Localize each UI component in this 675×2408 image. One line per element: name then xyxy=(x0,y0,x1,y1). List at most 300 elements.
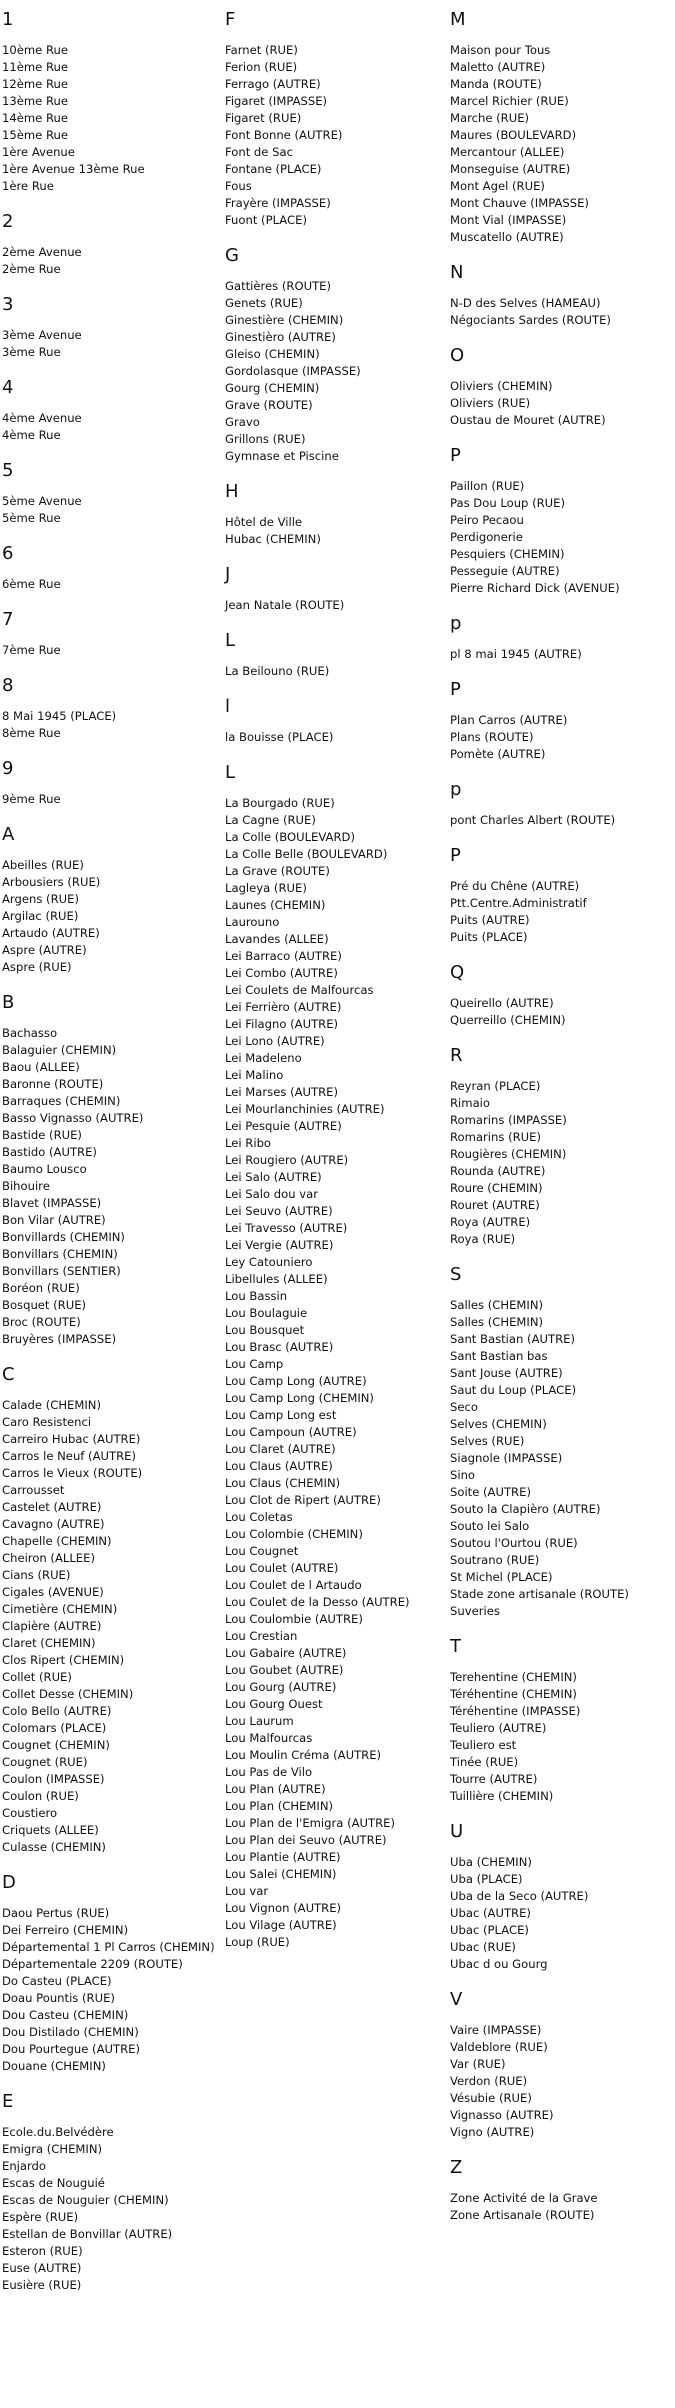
street-link[interactable]: Lou Malfourcas xyxy=(225,1731,313,1745)
street-link[interactable]: Muscatello (AUTRE) xyxy=(450,230,564,244)
street-link[interactable]: Tourre (AUTRE) xyxy=(450,1772,538,1786)
street-link[interactable]: Sino xyxy=(450,1468,476,1482)
street-link[interactable]: Ptt.Centre.Administratif xyxy=(450,896,587,910)
street-link[interactable]: Maison pour Tous xyxy=(450,43,551,57)
street-link[interactable]: Peiro Pecaou xyxy=(450,513,524,527)
street-link[interactable]: Gravo xyxy=(225,415,260,429)
street-link[interactable]: Soutou l'Ourtou (RUE) xyxy=(450,1536,578,1550)
street-link[interactable]: Lei Travesso (AUTRE) xyxy=(225,1221,348,1235)
street-link[interactable]: Maures (BOULEVARD) xyxy=(450,128,577,142)
street-link[interactable]: Carreiro Hubac (AUTRE) xyxy=(2,1432,141,1446)
section-letter-heading: U xyxy=(450,1821,464,1842)
street-link[interactable]: Boréon (RUE) xyxy=(2,1281,80,1295)
street-link[interactable]: Monseguise (AUTRE) xyxy=(450,162,571,176)
street-link[interactable]: Lei Coulets de Malfourcas xyxy=(225,983,374,997)
street-link[interactable]: Arbousiers (RUE) xyxy=(2,875,101,889)
street-link[interactable]: Vigno (AUTRE) xyxy=(450,2125,535,2139)
street-link[interactable]: Lou Crestian xyxy=(225,1629,298,1643)
street-link[interactable]: Tinée (RUE) xyxy=(450,1755,519,1769)
street-link[interactable]: Terehentine (CHEMIN) xyxy=(450,1670,577,1684)
section-letter-heading: 7 xyxy=(2,609,14,630)
street-link[interactable]: Blavet (IMPASSE) xyxy=(2,1196,102,1210)
street-link[interactable]: Lou Boulaguie xyxy=(225,1306,308,1320)
street-link[interactable]: Lou Coulombie (AUTRE) xyxy=(225,1612,363,1626)
street-link[interactable]: Cheiron (ALLEE) xyxy=(2,1551,95,1565)
street-link[interactable]: Do Casteu (PLACE) xyxy=(2,1974,112,1988)
street-link[interactable]: Lou Colombie (CHEMIN) xyxy=(225,1527,363,1541)
street-link[interactable]: Gleiso (CHEMIN) xyxy=(225,347,320,361)
street-link[interactable]: Pas Dou Loup (RUE) xyxy=(450,496,566,510)
street-link[interactable]: Siagnole (IMPASSE) xyxy=(450,1451,563,1465)
street-link[interactable]: Figaret (RUE) xyxy=(225,111,302,125)
street-link[interactable]: Bruyères (IMPASSE) xyxy=(2,1332,117,1346)
street-link[interactable]: La Colle (BOULEVARD) xyxy=(225,830,355,844)
street-link[interactable]: 10ème Rue xyxy=(2,43,69,57)
street-link[interactable]: 13ème Rue xyxy=(2,94,69,108)
street-link[interactable]: Saut du Loup (PLACE) xyxy=(450,1383,577,1397)
street-link[interactable]: Frayère (IMPASSE) xyxy=(225,196,331,210)
street-link[interactable]: Bosquet (RUE) xyxy=(2,1298,87,1312)
street-link[interactable]: 11ème Rue xyxy=(2,60,69,74)
street-link[interactable]: Ubac (RUE) xyxy=(450,1940,516,1954)
street-link[interactable]: Lei Marses (AUTRE) xyxy=(225,1085,338,1099)
section-letter-heading: M xyxy=(450,9,466,30)
street-link[interactable]: Clapière (AUTRE) xyxy=(2,1619,102,1633)
street-link[interactable]: Dou Casteu (CHEMIN) xyxy=(2,2008,129,2022)
street-link[interactable]: Uba (PLACE) xyxy=(450,1872,523,1886)
street-link[interactable]: Escas de Nouguier (CHEMIN) xyxy=(2,2193,169,2207)
street-link[interactable]: Pomète (AUTRE) xyxy=(450,747,546,761)
letter-section xyxy=(450,680,675,763)
street-link[interactable]: Coulon (IMPASSE) xyxy=(2,1772,105,1786)
street-link[interactable]: Lou var xyxy=(225,1884,269,1898)
street-link[interactable]: Lei Madeleno xyxy=(225,1051,302,1065)
street-link[interactable]: Argens (RUE) xyxy=(2,892,79,906)
section-letter-heading: S xyxy=(450,1264,462,1285)
street-link[interactable]: Téréhentine (CHEMIN) xyxy=(450,1687,577,1701)
street-link[interactable]: Culasse (CHEMIN) xyxy=(2,1840,106,1854)
street-link[interactable]: Pierre Richard Dick (AVENUE) xyxy=(450,581,620,595)
street-link[interactable]: 1ère Avenue xyxy=(2,145,75,159)
street-link[interactable]: Lou Bassin xyxy=(225,1289,288,1303)
street-link[interactable]: 7ème Rue xyxy=(2,643,61,657)
street-link[interactable]: Lou Plan de l'Emigra (AUTRE) xyxy=(225,1816,396,1830)
street-link[interactable]: Paillon (RUE) xyxy=(450,479,525,493)
street-link[interactable]: Aspre (AUTRE) xyxy=(2,943,87,957)
street-link[interactable]: Pré du Chêne (AUTRE) xyxy=(450,879,580,893)
street-link[interactable]: Lagleya (RUE) xyxy=(225,881,307,895)
street-link[interactable]: Maletto (AUTRE) xyxy=(450,60,546,74)
street-link[interactable]: Clos Ripert (CHEMIN) xyxy=(2,1653,125,1667)
street-link[interactable]: Lei Rougiero (AUTRE) xyxy=(225,1153,349,1167)
street-link[interactable]: 8ème Rue xyxy=(2,726,61,740)
letter-section xyxy=(225,10,450,229)
street-link[interactable]: Dei Ferreiro (CHEMIN) xyxy=(2,1923,129,1937)
street-link[interactable]: Lou Camp xyxy=(225,1357,284,1371)
street-link[interactable]: Abeilles (RUE) xyxy=(2,858,84,872)
street-list xyxy=(450,878,675,946)
street-link[interactable]: Perdigonerie xyxy=(450,530,523,544)
street-link[interactable]: Valdeblore (RUE) xyxy=(450,2040,548,2054)
street-link[interactable]: Vaire (IMPASSE) xyxy=(450,2023,542,2037)
street-link[interactable]: Loup (RUE) xyxy=(225,1935,290,1949)
street-list xyxy=(225,42,450,229)
street-link[interactable]: Manda (ROUTE) xyxy=(450,77,542,91)
street-link[interactable]: Sant Jouse (AUTRE) xyxy=(450,1366,563,1380)
letter-section xyxy=(2,993,225,1348)
street-link[interactable]: Argilac (RUE) xyxy=(2,909,79,923)
street-link[interactable]: Lou Coletas xyxy=(225,1510,293,1524)
street-link[interactable]: Escas de Nouguié xyxy=(2,2176,105,2190)
street-link[interactable]: Plan Carros (AUTRE) xyxy=(450,713,568,727)
street-link[interactable]: Romarins (RUE) xyxy=(450,1130,542,1144)
street-link[interactable]: 4ème Rue xyxy=(2,428,61,442)
street-link[interactable]: Lou Moulin Créma (AUTRE) xyxy=(225,1748,382,1762)
street-link[interactable]: Fous xyxy=(225,179,252,193)
street-link[interactable]: pont Charles Albert (ROUTE) xyxy=(450,813,616,827)
street-link[interactable]: La Bourgado (RUE) xyxy=(225,796,335,810)
street-link[interactable]: Vignasso (AUTRE) xyxy=(450,2108,554,2122)
street-link[interactable]: Lou Camp Long (CHEMIN) xyxy=(225,1391,374,1405)
street-link[interactable]: Lou Camp Long (AUTRE) xyxy=(225,1374,367,1388)
street-link[interactable]: Pesseguie (AUTRE) xyxy=(450,564,560,578)
street-link[interactable]: Bonvillars (CHEMIN) xyxy=(2,1247,118,1261)
street-link[interactable]: Mont Vial (IMPASSE) xyxy=(450,213,567,227)
street-link[interactable]: Ginestièro (AUTRE) xyxy=(225,330,336,344)
street-link[interactable]: Puits (PLACE) xyxy=(450,930,528,944)
street-link[interactable]: Bon Vilar (AUTRE) xyxy=(2,1213,106,1227)
street-link[interactable]: La Cagne (RUE) xyxy=(225,813,316,827)
street-link[interactable]: pl 8 mai 1945 (AUTRE) xyxy=(450,647,582,661)
street-link[interactable]: Lou Plan (CHEMIN) xyxy=(225,1799,334,1813)
street-link[interactable]: Marche (RUE) xyxy=(450,111,530,125)
street-link[interactable]: Téréhentine (IMPASSE) xyxy=(450,1704,581,1718)
street-link[interactable]: Teuliero est xyxy=(450,1738,517,1752)
street-link[interactable]: Ferion (RUE) xyxy=(225,60,298,74)
street-link[interactable]: Sant Bastian (AUTRE) xyxy=(450,1332,575,1346)
street-link[interactable]: Seco xyxy=(450,1400,478,1414)
street-link[interactable]: Enjardo xyxy=(2,2159,47,2173)
street-list xyxy=(450,1078,675,1248)
street-link[interactable]: Cavagno (AUTRE) xyxy=(2,1517,105,1531)
index-column-3 xyxy=(450,10,675,2408)
street-list xyxy=(450,812,675,829)
street-link[interactable]: Genets (RUE) xyxy=(225,296,303,310)
street-link[interactable]: Ginestière (CHEMIN) xyxy=(225,313,344,327)
street-link[interactable]: Salles (CHEMIN) xyxy=(450,1315,544,1329)
street-link[interactable]: Lou Vilage (AUTRE) xyxy=(225,1918,337,1932)
street-link[interactable]: Chapelle (CHEMIN) xyxy=(2,1534,112,1548)
street-link[interactable]: Esteron (RUE) xyxy=(2,2244,83,2258)
street-link[interactable]: 1ère Avenue 13ème Rue xyxy=(2,162,145,176)
street-link[interactable]: Soutrano (RUE) xyxy=(450,1553,540,1567)
street-link[interactable]: Bonvillars (SENTIER) xyxy=(2,1264,121,1278)
street-link[interactable]: Soite (AUTRE) xyxy=(450,1485,531,1499)
street-link[interactable]: Gattières (ROUTE) xyxy=(225,279,332,293)
street-link[interactable]: Claret (CHEMIN) xyxy=(2,1636,96,1650)
street-link[interactable]: Départemental 1 Pl Carros (CHEMIN) xyxy=(2,1940,215,1954)
street-link[interactable]: 15ème Rue xyxy=(2,128,69,142)
street-link[interactable]: 3ème Avenue xyxy=(2,328,82,342)
street-link[interactable]: Criquets (ALLEE) xyxy=(2,1823,99,1837)
street-link[interactable]: La Colle Belle (BOULEVARD) xyxy=(225,847,388,861)
street-link[interactable]: Lou Gourg (AUTRE) xyxy=(225,1680,337,1694)
street-link[interactable]: Gymnase et Piscine xyxy=(225,449,339,463)
street-link[interactable]: Lou Gabaire (AUTRE) xyxy=(225,1646,347,1660)
street-link[interactable]: Rouret (AUTRE) xyxy=(450,1198,540,1212)
letter-section xyxy=(450,963,675,1029)
street-link[interactable]: Broc (ROUTE) xyxy=(2,1315,81,1329)
street-link[interactable]: Lou Coulet de la Desso (AUTRE) xyxy=(225,1595,410,1609)
street-link[interactable]: Bastido (AUTRE) xyxy=(2,1145,97,1159)
street-link[interactable]: Bonvillards (CHEMIN) xyxy=(2,1230,125,1244)
street-link[interactable]: Lou Coulet de l Artaudo xyxy=(225,1578,362,1592)
street-link[interactable]: Colomars (PLACE) xyxy=(2,1721,107,1735)
street-link[interactable]: Baou (ALLEE) xyxy=(2,1060,80,1074)
street-link[interactable]: Figaret (IMPASSE) xyxy=(225,94,328,108)
street-link[interactable]: 1ère Rue xyxy=(2,179,54,193)
street-link[interactable]: 9ème Rue xyxy=(2,792,61,806)
street-link[interactable]: Libellules (ALLEE) xyxy=(225,1272,328,1286)
street-link[interactable]: Ecole.du.Belvédère xyxy=(2,2125,114,2139)
street-list xyxy=(2,244,225,278)
street-link[interactable]: Tuillière (CHEMIN) xyxy=(450,1789,554,1803)
street-link[interactable]: Pesquiers (CHEMIN) xyxy=(450,547,565,561)
street-link[interactable]: Basso Vignasso (AUTRE) xyxy=(2,1111,144,1125)
street-link[interactable]: Ferrago (AUTRE) xyxy=(225,77,321,91)
letter-section xyxy=(450,614,675,663)
street-link[interactable]: Collet (RUE) xyxy=(2,1670,72,1684)
street-link[interactable]: Uba de la Seco (AUTRE) xyxy=(450,1889,589,1903)
street-list xyxy=(450,995,675,1029)
street-link[interactable]: Stade zone artisanale (ROUTE) xyxy=(450,1587,629,1601)
street-link[interactable]: La Grave (ROUTE) xyxy=(225,864,330,878)
street-link[interactable]: Querreillo (CHEMIN) xyxy=(450,1013,566,1027)
street-link[interactable]: Aspre (RUE) xyxy=(2,960,72,974)
street-link[interactable]: Carros le Neuf (AUTRE) xyxy=(2,1449,136,1463)
street-link[interactable]: Cians (RUE) xyxy=(2,1568,71,1582)
street-link[interactable]: Lou Cougnet xyxy=(225,1544,299,1558)
street-link[interactable]: Castelet (AUTRE) xyxy=(2,1500,102,1514)
street-link[interactable]: Lei Combo (AUTRE) xyxy=(225,966,338,980)
street-link[interactable]: Launes (CHEMIN) xyxy=(225,898,326,912)
street-link[interactable]: Lei Lono (AUTRE) xyxy=(225,1034,325,1048)
street-link[interactable]: Verdon (RUE) xyxy=(450,2074,528,2088)
street-link[interactable]: Carros le Vieux (ROUTE) xyxy=(2,1466,143,1480)
street-link[interactable]: Lei Barraco (AUTRE) xyxy=(225,949,342,963)
section-letter-heading: Q xyxy=(450,962,465,983)
street-link[interactable]: Espère (RUE) xyxy=(2,2210,79,2224)
street-link[interactable]: Ubac d ou Gourg xyxy=(450,1957,548,1971)
street-link[interactable]: Douane (CHEMIN) xyxy=(2,2059,106,2073)
street-link[interactable]: Oustau de Mouret (AUTRE) xyxy=(450,413,606,427)
street-link[interactable]: Rounda (AUTRE) xyxy=(450,1164,546,1178)
street-link[interactable]: Dou Pourtegue (AUTRE) xyxy=(2,2042,140,2056)
street-link[interactable]: Fontane (PLACE) xyxy=(225,162,322,176)
street-link[interactable]: Balaguier (CHEMIN) xyxy=(2,1043,117,1057)
street-link[interactable]: Rougières (CHEMIN) xyxy=(450,1147,567,1161)
street-link[interactable]: Reyran (PLACE) xyxy=(450,1079,541,1093)
street-link[interactable]: Hubac (CHEMIN) xyxy=(225,532,321,546)
street-link[interactable]: Lou Campoun (AUTRE) xyxy=(225,1425,357,1439)
street-link[interactable]: Lou Vignon (AUTRE) xyxy=(225,1901,342,1915)
street-link[interactable]: Roya (AUTRE) xyxy=(450,1215,531,1229)
street-link[interactable]: 14ème Rue xyxy=(2,111,69,125)
street-link[interactable]: Négociants Sardes (ROUTE) xyxy=(450,313,611,327)
street-link[interactable]: Lou Camp Long est xyxy=(225,1408,337,1422)
street-link[interactable]: Marcel Richier (RUE) xyxy=(450,94,569,108)
street-link[interactable]: 3ème Rue xyxy=(2,345,61,359)
street-link[interactable]: Lei Salo (AUTRE) xyxy=(225,1170,322,1184)
street-link[interactable]: Ley Catouniero xyxy=(225,1255,313,1269)
street-list xyxy=(450,1854,675,1973)
street-link[interactable]: Ubac (PLACE) xyxy=(450,1923,529,1937)
street-link[interactable]: Lei Vergie (AUTRE) xyxy=(225,1238,334,1252)
street-link[interactable]: Bihouire xyxy=(2,1179,50,1193)
street-link[interactable]: Lou Claus (CHEMIN) xyxy=(225,1476,341,1490)
street-link[interactable]: Lei Mourlanchinies (AUTRE) xyxy=(225,1102,385,1116)
street-link[interactable]: Var (RUE) xyxy=(450,2057,506,2071)
street-link[interactable]: Selves (RUE) xyxy=(450,1434,525,1448)
street-link[interactable]: 5ème Rue xyxy=(2,511,61,525)
street-link[interactable]: Artaudo (AUTRE) xyxy=(2,926,100,940)
street-link[interactable]: Uba (CHEMIN) xyxy=(450,1855,532,1869)
street-link[interactable]: Roure (CHEMIN) xyxy=(450,1181,543,1195)
street-link[interactable]: Cimetière (CHEMIN) xyxy=(2,1602,118,1616)
street-link[interactable]: Puits (AUTRE) xyxy=(450,913,530,927)
street-link[interactable]: Souto la Clapièro (AUTRE) xyxy=(450,1502,601,1516)
street-list xyxy=(2,327,225,361)
street-link[interactable]: Lei Seuvo (AUTRE) xyxy=(225,1204,333,1218)
street-link[interactable]: Lei Ribo xyxy=(225,1136,272,1150)
street-link[interactable]: Salles (CHEMIN) xyxy=(450,1298,544,1312)
street-link[interactable]: Coustiero xyxy=(2,1806,58,1820)
street-link[interactable]: Calade (CHEMIN) xyxy=(2,1398,101,1412)
street-link[interactable]: Hôtel de Ville xyxy=(225,515,303,529)
street-link[interactable]: Lou Gourg Ouest xyxy=(225,1697,323,1711)
section-letter-heading: P xyxy=(450,445,461,466)
street-link[interactable]: Bastide (RUE) xyxy=(2,1128,82,1142)
street-link[interactable]: 8 Mai 1945 (PLACE) xyxy=(2,709,117,723)
street-link[interactable]: Grave (ROUTE) xyxy=(225,398,313,412)
street-link[interactable]: Lou Claret (AUTRE) xyxy=(225,1442,336,1456)
street-link[interactable]: 6ème Rue xyxy=(2,577,61,591)
street-link[interactable]: Lou Goubet (AUTRE) xyxy=(225,1663,344,1677)
street-link[interactable]: Lavandes (ALLEE) xyxy=(225,932,329,946)
street-link[interactable]: Colo Bello (AUTRE) xyxy=(2,1704,112,1718)
street-link[interactable]: 2ème Avenue xyxy=(2,245,82,259)
street-link[interactable]: La Beilouno (RUE) xyxy=(225,664,330,678)
street-link[interactable]: Grillons (RUE) xyxy=(225,432,306,446)
street-link[interactable]: Sant Bastian bas xyxy=(450,1349,548,1363)
street-link[interactable]: Baronne (ROUTE) xyxy=(2,1077,104,1091)
street-link[interactable]: Mont Agel (RUE) xyxy=(450,179,545,193)
street-link[interactable]: Lou Plan (AUTRE) xyxy=(225,1782,326,1796)
street-link[interactable]: Euse (AUTRE) xyxy=(2,2261,82,2275)
street-link[interactable]: Lou Coulet (AUTRE) xyxy=(225,1561,339,1575)
street-link[interactable]: Départementale 2209 (ROUTE) xyxy=(2,1957,183,1971)
street-link[interactable]: Roya (RUE) xyxy=(450,1232,516,1246)
street-link[interactable]: Souto lei Salo xyxy=(450,1519,530,1533)
street-link[interactable]: Coulon (RUE) xyxy=(2,1789,79,1803)
section-letter-heading: 1 xyxy=(2,9,14,30)
index-column-1 xyxy=(0,10,225,2408)
street-link[interactable]: Baumo Lousco xyxy=(2,1162,87,1176)
street-link[interactable]: Cigales (AVENUE) xyxy=(2,1585,104,1599)
street-link[interactable]: 4ème Avenue xyxy=(2,411,82,425)
street-link[interactable]: Ubac (AUTRE) xyxy=(450,1906,531,1920)
street-link[interactable]: 5ème Avenue xyxy=(2,494,82,508)
street-link[interactable]: Zone Artisanale (ROUTE) xyxy=(450,2208,595,2222)
street-link[interactable]: Rimaio xyxy=(450,1096,490,1110)
street-link[interactable]: Lei Pesquie (AUTRE) xyxy=(225,1119,342,1133)
street-link[interactable]: Lou Laurum xyxy=(225,1714,294,1728)
street-link[interactable]: Lei Salo dou var xyxy=(225,1187,318,1201)
street-link[interactable]: Eusière (RUE) xyxy=(2,2278,82,2292)
street-link[interactable]: Barraques (CHEMIN) xyxy=(2,1094,121,1108)
street-link[interactable]: Lei Filagno (AUTRE) xyxy=(225,1017,339,1031)
street-link[interactable]: Lou Bousquet xyxy=(225,1323,305,1337)
street-link[interactable]: Teuliero (AUTRE) xyxy=(450,1721,547,1735)
street-link[interactable]: Doau Pountis (RUE) xyxy=(2,1991,115,2005)
street-link[interactable]: Emigra (CHEMIN) xyxy=(2,2142,103,2156)
street-link[interactable]: Lou Pas de Vilo xyxy=(225,1765,313,1779)
street-link[interactable]: Selves (CHEMIN) xyxy=(450,1417,547,1431)
street-link[interactable]: Mercantour (ALLEE) xyxy=(450,145,565,159)
street-link[interactable]: 12ème Rue xyxy=(2,77,69,91)
street-link[interactable]: Estellan de Bonvillar (AUTRE) xyxy=(2,2227,173,2241)
street-link[interactable]: Lou Plantie (AUTRE) xyxy=(225,1850,341,1864)
street-link[interactable]: Lou Brasc (AUTRE) xyxy=(225,1340,334,1354)
street-link[interactable]: Gordolasque (IMPASSE) xyxy=(225,364,361,378)
street-link[interactable]: Caro Resistenci xyxy=(2,1415,92,1429)
street-link[interactable]: Carrousset xyxy=(2,1483,65,1497)
street-link[interactable]: Laurouno xyxy=(225,915,280,929)
street-link[interactable]: Lou Salei (CHEMIN) xyxy=(225,1867,337,1881)
street-link[interactable]: Collet Desse (CHEMIN) xyxy=(2,1687,134,1701)
street-link[interactable]: Oliviers (CHEMIN) xyxy=(450,379,553,393)
street-link[interactable]: Queirello (AUTRE) xyxy=(450,996,554,1010)
street-link[interactable]: Romarins (IMPASSE) xyxy=(450,1113,567,1127)
street-link[interactable]: Jean Natale (ROUTE) xyxy=(225,598,345,612)
street-link[interactable]: Farnet (RUE) xyxy=(225,43,298,57)
street-link[interactable]: St Michel (PLACE) xyxy=(450,1570,553,1584)
street-link[interactable]: Plans (ROUTE) xyxy=(450,730,534,744)
street-link[interactable]: Vésubie (RUE) xyxy=(450,2091,532,2105)
street-link[interactable]: Font de Sac xyxy=(225,145,293,159)
street-link[interactable]: Bachasso xyxy=(2,1026,58,1040)
street-link[interactable]: Font Bonne (AUTRE) xyxy=(225,128,343,142)
street-link[interactable]: Lou Plan dei Seuvo (AUTRE) xyxy=(225,1833,387,1847)
street-link[interactable]: Mont Chauve (IMPASSE) xyxy=(450,196,589,210)
street-link[interactable]: Gourg (CHEMIN) xyxy=(225,381,320,395)
street-link[interactable]: N-D des Selves (HAMEAU) xyxy=(450,296,601,310)
street-link[interactable]: Zone Activité de la Grave xyxy=(450,2191,598,2205)
street-link[interactable]: Fuont (PLACE) xyxy=(225,213,307,227)
street-link[interactable]: Lou Clot de Ripert (AUTRE) xyxy=(225,1493,381,1507)
street-link[interactable]: Lei Ferrièro (AUTRE) xyxy=(225,1000,342,1014)
street-link[interactable]: Cougnet (RUE) xyxy=(2,1755,88,1769)
street-link[interactable]: Daou Pertus (RUE) xyxy=(2,1906,110,1920)
street-link[interactable]: Cougnet (CHEMIN) xyxy=(2,1738,110,1752)
street-link[interactable]: la Bouisse (PLACE) xyxy=(225,730,334,744)
street-link[interactable]: Lou Claus (AUTRE) xyxy=(225,1459,333,1473)
street-link[interactable]: Dou Distilado (CHEMIN) xyxy=(2,2025,139,2039)
street-link[interactable]: Oliviers (RUE) xyxy=(450,396,531,410)
street-link[interactable]: 2ème Rue xyxy=(2,262,61,276)
street-link[interactable]: Lei Malino xyxy=(225,1068,284,1082)
street-link[interactable]: Suveries xyxy=(450,1604,500,1618)
